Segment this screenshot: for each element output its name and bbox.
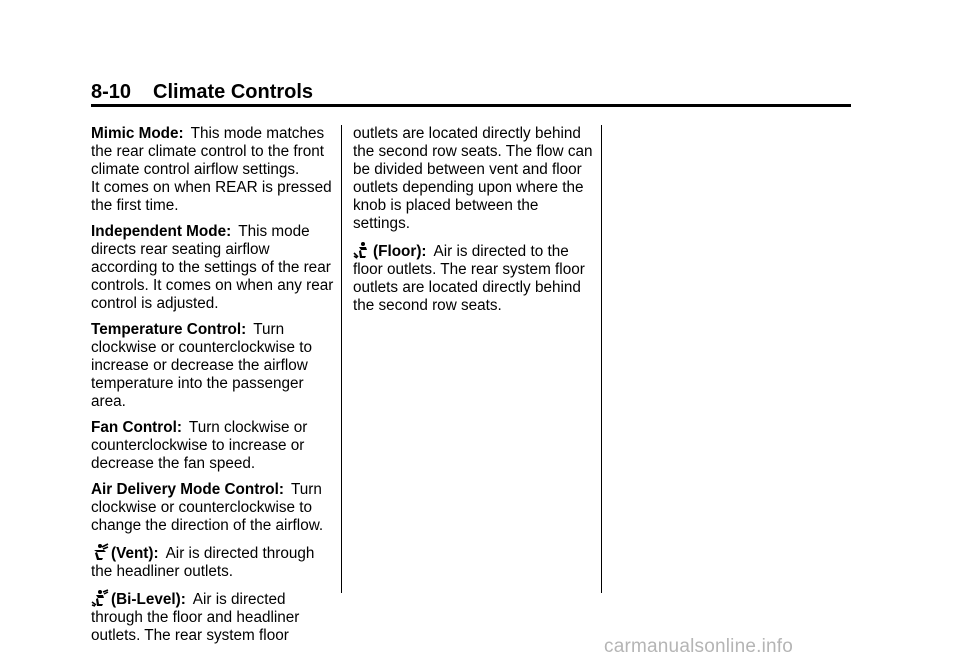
continued-paragraph	[353, 125, 598, 233]
page-title	[91, 80, 851, 104]
text-column-2	[353, 125, 598, 323]
definition-text: outlets are located directly behind the second row seats. The flow can be divided between vent and floor outlets depending upon where the knob is placed between the settings.	[353, 125, 593, 232]
definition-text: Air is directed through the floor and headliner outlets. The rear system floor	[91, 591, 300, 644]
definition-text: Air is directed through the headliner outlets.	[91, 545, 315, 580]
definition-text: Turn clockwise or counterclockwise to change the direction of the airflow.	[91, 481, 324, 534]
term-label: Fan Control:	[91, 419, 182, 436]
column-divider	[341, 125, 342, 593]
term-label: Air Delivery Mode Control:	[91, 481, 284, 498]
definition-text: Air is directed to the floor outlets. The rear system floor outlets are located directly behind the second row seats.	[353, 243, 585, 314]
bi-level-mode-icon	[91, 589, 109, 607]
column-divider	[601, 125, 602, 593]
header-rule	[91, 104, 851, 107]
independent-mode-paragraph	[91, 223, 336, 313]
air-delivery-paragraph	[91, 481, 336, 535]
term-label: (Floor):	[373, 243, 427, 260]
term-label: Temperature Control:	[91, 321, 247, 338]
page-number: 8-10	[91, 81, 132, 103]
vent-mode-paragraph	[91, 543, 336, 581]
definition-text: This mode matches the rear climate control to the front climate control airflow settings.	[91, 125, 325, 178]
term-label: (Bi-Level):	[111, 591, 186, 608]
floor-mode-paragraph	[353, 241, 598, 315]
section-title: Climate Controls	[153, 81, 314, 103]
bi-level-mode-paragraph	[91, 589, 336, 645]
temperature-control-paragraph	[91, 321, 336, 411]
definition-text: Turn clockwise or counterclockwise to increase or decrease the fan speed.	[91, 419, 308, 472]
text-column-1	[91, 125, 336, 653]
definition-text: This mode directs rear seating airflow according to the settings of the rear controls. It comes on when any rear control is adjusted.	[91, 223, 334, 312]
definition-text: Turn clockwise or counterclockwise to increase or decrease the airflow temperature into the passenger area.	[91, 321, 313, 410]
vent-mode-icon	[91, 543, 109, 561]
definition-extra-text: It comes on when REAR is pressed the first time.	[91, 179, 332, 214]
term-label: Mimic Mode:	[91, 125, 184, 142]
floor-mode-icon	[353, 241, 371, 259]
page-header	[91, 80, 851, 104]
term-label: (Vent):	[111, 545, 159, 562]
mimic-mode-paragraph	[91, 125, 336, 215]
watermark: carmanualsonline.info	[604, 636, 794, 657]
fan-control-paragraph	[91, 419, 336, 473]
term-label: Independent Mode:	[91, 223, 232, 240]
